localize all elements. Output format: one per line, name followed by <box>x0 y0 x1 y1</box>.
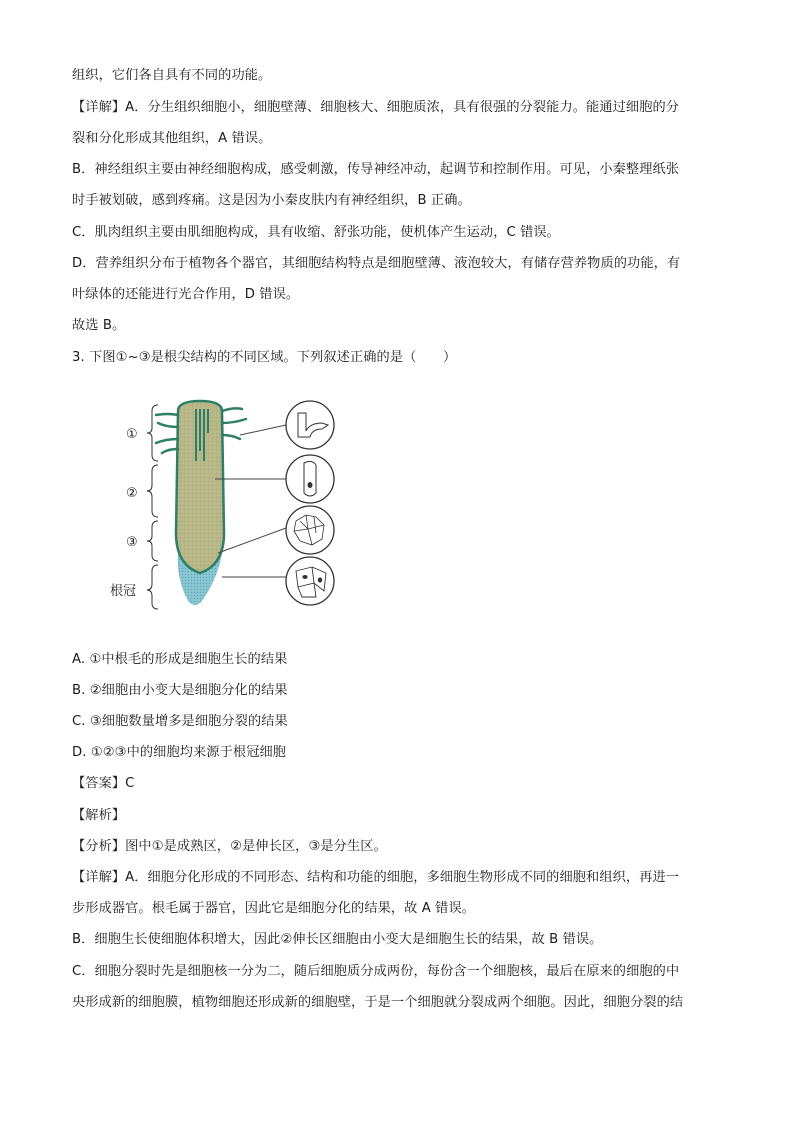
text-line: C．肌肉组织主要由肌细胞构成，具有收缩、舒张功能，使机体产生运动，C 错误。 <box>72 225 560 240</box>
text-line: 步形成器官。根毛属于器官，因此它是细胞分化的结果，故 A 错误。 <box>72 901 476 916</box>
option-b: B. ②细胞由小变大是细胞分化的结果 <box>72 683 288 698</box>
option-d: D. ①②③中的细胞均来源于根冠细胞 <box>72 745 287 760</box>
answer-line: 【答案】C <box>72 776 135 791</box>
text-line: B．细胞生长使细胞体积增大，因此②伸长区细胞由小变大是细胞生长的结果，故 B 错误。 <box>72 932 603 947</box>
text-line: 【分析】图中①是成熟区，②是伸长区，③是分生区。 <box>72 839 387 854</box>
text-line: 【详解】A．分生组织细胞小，细胞壁薄、细胞核大、细胞质浓，具有很强的分裂能力。能通过细胞的分 <box>72 100 680 115</box>
analysis-heading: 【解析】 <box>72 808 126 823</box>
cell-detail-1 <box>286 401 334 449</box>
option-a: A. ①中根毛的形成是细胞生长的结果 <box>72 652 288 667</box>
label-zone-2: ② <box>126 486 138 501</box>
zone-brackets <box>147 405 158 609</box>
question-stem: 3. 下图①~③是根尖结构的不同区域。下列叙述正确的是（ ） <box>72 350 457 365</box>
text-line: B．神经组织主要由神经细胞构成，感受刺激，传导神经冲动，起调节和控制作用。可见，小秦整理纸张 <box>72 162 680 177</box>
root-tip-figure <box>100 393 360 618</box>
cell-detail-2 <box>286 455 334 503</box>
label-root-cap: 根冠 <box>110 584 137 599</box>
option-c: C. ③细胞数量增多是细胞分裂的结果 <box>72 714 288 729</box>
text-line: C．细胞分裂时先是细胞核一分为二，随后细胞质分成两份，每份含一个细胞核，最后在原来的细胞的中 <box>72 964 680 979</box>
cell-detail-3 <box>286 506 334 554</box>
cell-detail-4 <box>286 557 334 605</box>
text-line: 【详解】A．细胞分化形成的不同形态、结构和功能的细胞，多细胞生物形成不同的细胞和组织，再进一 <box>72 870 680 885</box>
root-tip-diagram <box>100 393 360 618</box>
text-line: 故选 B。 <box>72 318 126 333</box>
text-line: D．营养组织分布于植物各个器官，其细胞结构特点是细胞壁薄、液泡较大，有储存营养物质的功能，有 <box>72 256 681 271</box>
text-line: 央形成新的细胞膜，植物细胞还形成新的细胞壁，于是一个细胞就分裂成两个细胞。因此，细胞分裂的结 <box>72 995 684 1010</box>
label-zone-1: ① <box>126 427 138 442</box>
text-line: 裂和分化形成其他组织，A 错误。 <box>72 131 272 146</box>
text-line: 组织，它们各自具有不同的功能。 <box>72 68 272 83</box>
text-line: 叶绿体的还能进行光合作用，D 错误。 <box>72 287 300 302</box>
label-zone-3: ③ <box>126 535 138 550</box>
text-line: 时手被划破，感到疼痛。这是因为小秦皮肤内有神经组织，B 正确。 <box>72 193 471 208</box>
leader-lines <box>215 425 286 577</box>
